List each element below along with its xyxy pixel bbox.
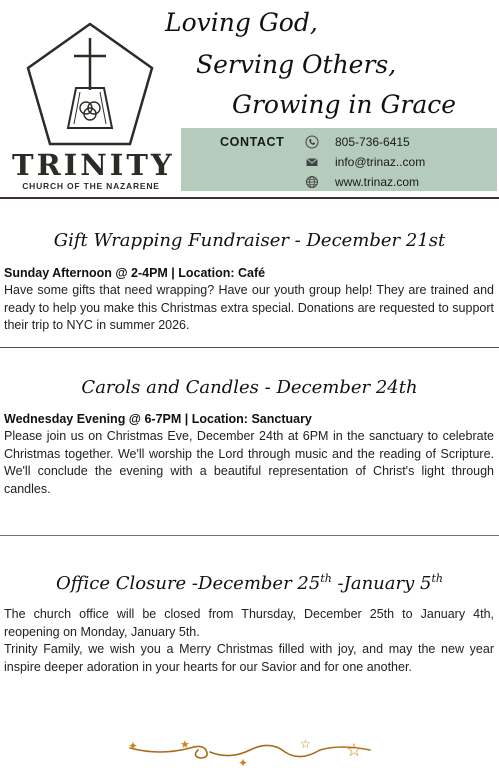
event-3-body-paragraph-2: Trinity Family, we wish you a Merry Christmas filled with joy, and may the new year inspire deeper adoration in your hearts for our Savior and for one another. [4,642,494,674]
event-3-title-part-b: -January 5 [331,573,432,594]
event-2-subtitle: Wednesday Evening @ 6-7PM | Location: Sanctuary [4,412,312,426]
phone-icon [305,135,319,149]
email-icon [305,155,319,169]
brand-name: TRINITY [12,148,175,182]
event-1-body: Have some gifts that need wrapping? Have our youth group help! They are trained and ready to help you make this Christmas extra special. Donations are requested to support their trip to NYC in summer 2026. [4,283,494,332]
section-divider-2 [0,535,499,536]
contact-email[interactable]: info@trinaz..com [335,155,426,169]
contact-label: CONTACT [220,135,285,149]
svg-text:✦: ✦ [128,739,139,753]
event-3-title [0,573,499,594]
globe-icon [305,175,319,189]
tagline-line-1: Loving God, [165,8,318,37]
brand-subtitle: CHURCH OF THE NAZARENE [22,181,160,191]
svg-text:☆: ☆ [300,737,311,751]
event-3-title-sup-a: th [320,572,332,585]
event-1-subtitle: Sunday Afternoon @ 2-4PM | Location: Café [4,266,266,280]
tagline-line-2: Serving Others, [196,50,397,79]
header-divider [0,197,499,199]
contact-website[interactable]: www.trinaz.com [335,175,420,189]
event-3-title-sup-b: th [431,572,443,585]
svg-text:★: ★ [180,738,190,751]
church-logo [22,20,158,150]
event-1-title: Gift Wrapping Fundraiser - December 21st [53,230,446,251]
contact-phone[interactable]: 805-736-6415 [335,135,410,149]
tagline-line-3: Growing in Grace [232,90,457,119]
event-2-title: Carols and Candles - December 24th [81,377,418,398]
event-3-title-part-a: Office Closure -December 25 [56,573,321,594]
event-3-body-paragraph-1: The church office will be closed from Thursday, December 25th to January 4th, reopening on Monday, January 5th. [4,607,494,639]
section-divider-1 [0,347,499,348]
event-3-body [4,606,494,676]
svg-text:☆: ☆ [346,740,363,761]
event-2-body: Please join us on Christmas Eve, December 24th at 6PM in the sanctuary to celebrate Christmas together. We'll worship the Lord through music and the reading of Scripture. We'll conclude the evening with a beautiful representation of Christ's light through candles. [4,429,494,496]
star-ornament-icon [120,734,380,770]
svg-text:✦: ✦ [238,756,249,770]
